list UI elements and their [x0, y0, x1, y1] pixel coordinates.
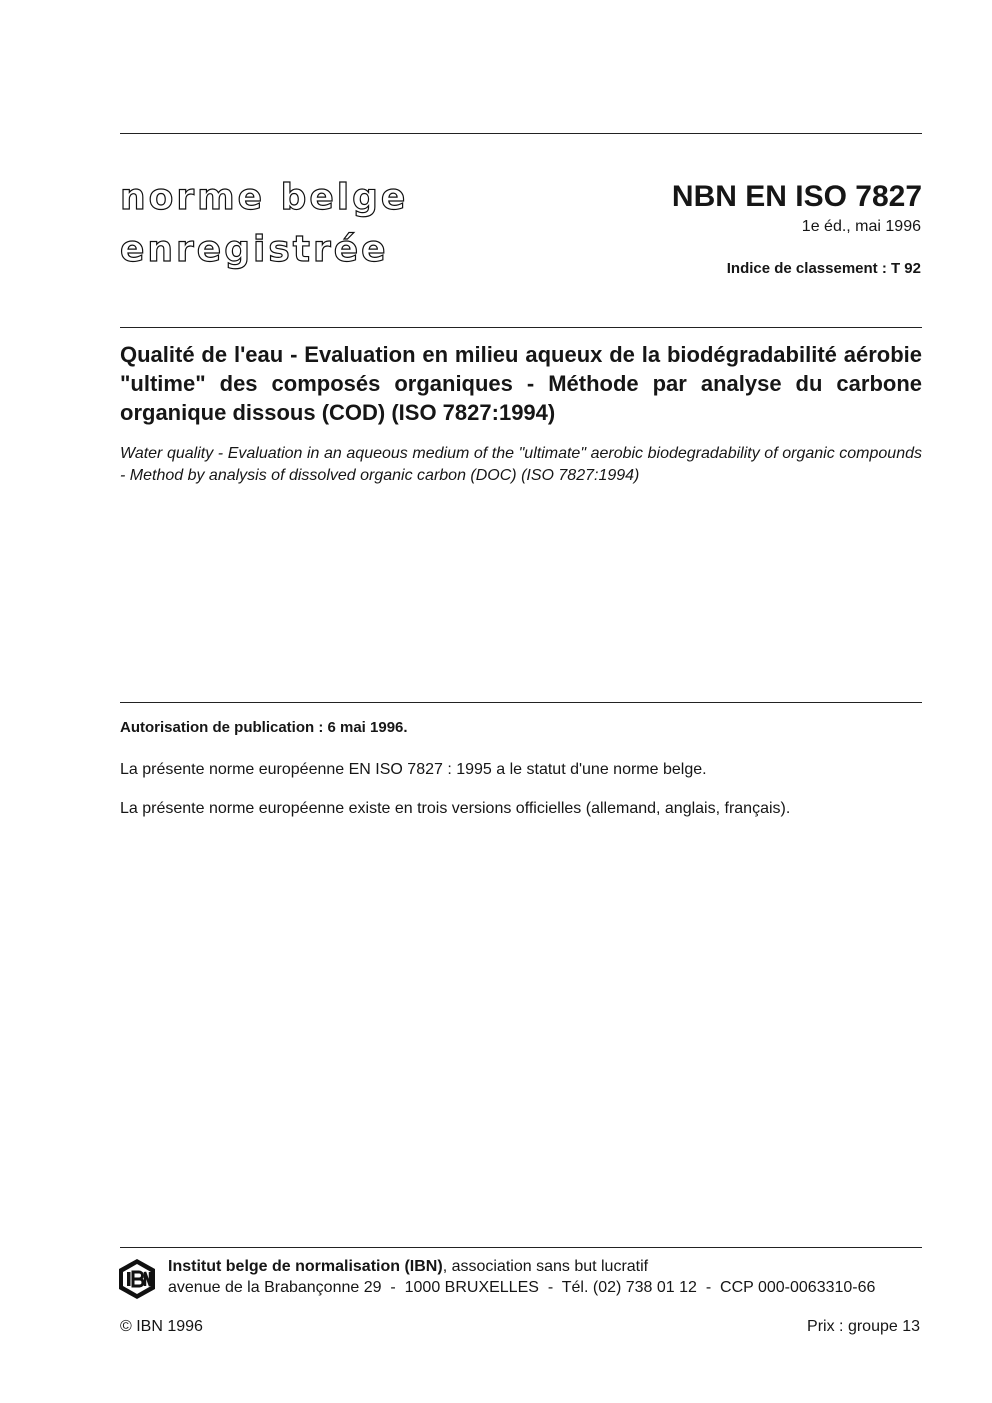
title-rule	[120, 327, 922, 328]
copyright: © IBN 1996	[120, 1318, 203, 1335]
brand-line-2: enregistrée	[120, 229, 389, 270]
price-group: Prix : groupe 13	[807, 1318, 920, 1335]
top-rule	[120, 133, 922, 134]
ibn-logo-icon	[117, 1258, 157, 1300]
versions-paragraph: La présente norme européenne existe en trois versions officielles (allemand, anglais, français).	[120, 800, 791, 817]
english-title: Water quality - Evaluation in an aqueous medium of the "ultimate" aerobic biodegradability of organic compounds - Method by analysis of dissolved organic carbon (DOC) (ISO 7827:1994)	[120, 445, 922, 484]
standard-number: NBN EN ISO 7827	[671, 180, 922, 213]
footer-rule	[120, 1247, 922, 1248]
institute-block	[168, 1256, 875, 1298]
ibn-logo	[117, 1258, 157, 1300]
institute-name: Institut belge de normalisation (IBN)	[168, 1258, 443, 1275]
institute-line	[168, 1256, 875, 1277]
publication-rule	[120, 702, 922, 703]
brand-title	[120, 172, 408, 276]
classification-index: Indice de classement : T 92	[726, 260, 921, 277]
french-title: Qualité de l'eau - Evaluation en milieu aqueux de la biodégradabilité aérobie "ultime" des composés organiques - Méthode par analyse du carbone organique dissous (COD) (ISO 7827:1994)	[120, 342, 922, 425]
publication-authorization: Autorisation de publication : 6 mai 1996.	[120, 719, 408, 736]
institute-address: avenue de la Brabançonne 29 - 1000 BRUXELLES - Tél. (02) 738 01 12 - CCP 000-0063310-66	[168, 1279, 876, 1296]
brand-line-1: norme belge	[120, 177, 409, 218]
status-paragraph: La présente norme européenne EN ISO 7827 : 1995 a le statut d'une norme belge.	[120, 761, 707, 778]
institute-suffix: , association sans but lucratif	[442, 1258, 649, 1275]
edition-date: 1e éd., mai 1996	[801, 218, 921, 235]
